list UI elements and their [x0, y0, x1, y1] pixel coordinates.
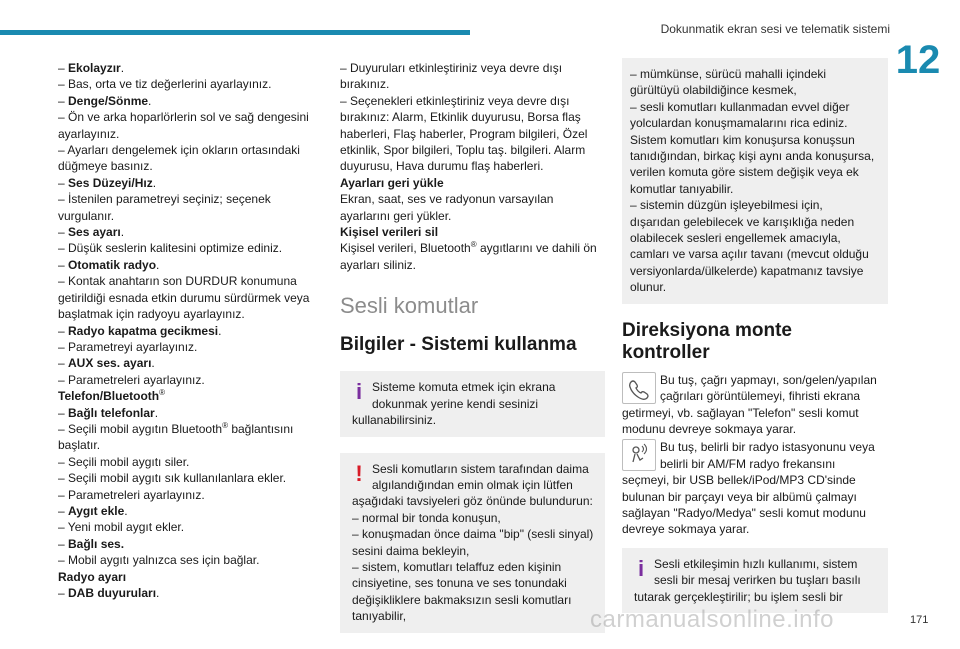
text-line: Sisteme komuta etmek için ekrana [372, 380, 556, 395]
text-line: düğmeye basınız. [58, 159, 153, 174]
text-line: – normal bir tonda konuşun, [352, 510, 501, 525]
text-line: bırakınız. [340, 77, 390, 92]
text-line: – Mobil aygıtı yalnızca ses için bağlar. [58, 553, 260, 568]
text-line: dokunmak yerine kendi sesinizi [372, 396, 539, 411]
text-line: bırakınız: Alarm, Etkinlik duyurusu, Borsa flaş [340, 110, 581, 125]
text-line: tanıyabilir, [352, 609, 407, 624]
text-line: başlatmak için radyoyu ayarlayınız. [58, 307, 245, 322]
text-line: çağrıları görüntülemeyi, fihristi ekrana [660, 389, 861, 404]
column-1 [58, 60, 320, 601]
text-line: olabilecek sesleri engellemek amacıyla, [630, 231, 841, 246]
text-line: getirildiği esnada etkin durumu sürdürmek veya [58, 290, 310, 305]
text-line: – Radyo kapatma gecikmesi. [58, 323, 222, 338]
text-line: sesli bir mesaj verirken bu tuşları basılı [654, 573, 861, 588]
text-line: – AUX ses. ayarı. [58, 356, 155, 371]
text-line: Sesli etkileşimin hızlı kullanımı, sistem [654, 556, 858, 571]
info-box-quick [622, 548, 888, 613]
text-line: – Duyuruları etkinleştiriniz veya devre dışı [340, 61, 563, 75]
text-line: – Ses ayarı. [58, 225, 125, 240]
control-voice-text-cont [622, 472, 888, 538]
text-line: olunur. [630, 280, 667, 295]
text-line: duyurusu, Hava durumu flaş haberleri. [340, 159, 544, 174]
text-line: ayarlarını geri yükler. [340, 208, 452, 223]
text-line: sesini daima bekleyin, [352, 543, 470, 558]
text-line: – Yeni mobil aygıt ekler. [58, 520, 185, 535]
warning-box [340, 453, 605, 633]
text-line: Telefon/Bluetooth® [58, 388, 166, 404]
text-line: – mümkünse, sürücü mahalli içindeki [630, 67, 827, 81]
text-line: versiyonlarda/ülkelerde) kapatmanız tavsiye [630, 263, 864, 278]
text-line: Sistem komutları kim konuşursa konuşsun [630, 132, 855, 147]
info-box-quick-text [634, 556, 880, 589]
text-line: – sistem, komutları telaffuz eden kişinin [352, 559, 562, 574]
info-box-voice-text-cont [352, 412, 597, 428]
text-line: – Seçili mobil aygıtı siler. [58, 454, 190, 469]
section-title: Sesli komutlar [340, 293, 479, 319]
control-phone-text-cont [622, 405, 888, 438]
text-line: – Bas, orta ve tiz değerlerini ayarlayınız. [58, 77, 272, 92]
text-line: – Bağlı telefonlar. [58, 405, 159, 420]
page-number: 171 [910, 614, 929, 626]
text-line: – Parametreleri ayarlayınız. [58, 372, 205, 387]
text-line: tutarak gerçekleştirilir; bu işlem sesli bir [634, 589, 843, 604]
text-line: – Seçili mobil aygıtın Bluetooth® bağlantısını [58, 420, 294, 436]
text-line: devreye sokmaya yarar. [622, 522, 750, 537]
text-line: Kişisel verileri, Bluetooth® aygıtlarını ve dahili ön [340, 240, 597, 256]
warning-box-continued-text [630, 66, 880, 296]
text-line: – Bağlı ses. [58, 536, 125, 551]
text-line: algılandığından emin olmak için lütfen [372, 477, 573, 492]
info-box-voice-text [352, 379, 597, 412]
column-1-text [58, 60, 320, 601]
text-line: – Düşük seslerin kalitesini optimize ediniz. [58, 241, 283, 256]
text-line: – Denge/Sönme. [58, 93, 152, 108]
text-line: – Ön ve arka hoparlörlerin sol ve sağ dengesini [58, 110, 309, 125]
text-line: kullanabilirsiniz. [352, 413, 437, 428]
text-line: Radyo ayarı [58, 569, 127, 584]
column-3 [622, 56, 888, 629]
text-line: aşağıdaki tavsiyeleri göz önünde bulundurun: [352, 494, 593, 509]
control-phone [622, 372, 888, 438]
text-line: haberleri, Flaş haberler, Program bilgileri, Özel [340, 126, 588, 141]
phone-voice-icon [622, 372, 656, 404]
text-line: cinsiyetine, ses tonuna ve ses tonundaki [352, 576, 567, 591]
text-line: ayarları siliniz. [340, 257, 417, 272]
text-line: Bu tuş, belirli bir radyo istasyonunu veya [660, 440, 875, 455]
control-voice-text [622, 439, 888, 472]
subsection-title: Bilgiler - Sistemi kullanma [340, 334, 577, 356]
text-line: bulunan bir parçayı veya bir albümü çalmayı [622, 489, 857, 504]
text-line: – Kontak anahtarın son DURDUR konumuna [58, 274, 297, 289]
text-line: – İstenilen parametreyi seçiniz; seçenek [58, 192, 271, 207]
text-line: Bu tuş, çağrı yapmayı, son/gelen/yapılan [660, 372, 877, 387]
text-line: dışarıdan gelebilecek ve karışıklığa neden [630, 214, 855, 229]
text-line: – konuşmadan önce daima "bip" (sesli sinyal) [352, 527, 594, 542]
warning-icon: ! [355, 460, 363, 486]
text-line: değişikliklere bakmaksızın sesli komutları [352, 592, 572, 607]
text-line: modunu devreye sokmaya yarar. [622, 421, 797, 436]
info-icon: i [637, 555, 645, 581]
text-line: Ayarları geri yükle [340, 175, 444, 190]
text-line: – Parametreleri ayarlayınız. [58, 487, 205, 502]
control-phone-text [622, 372, 888, 405]
text-line: Sesli komutların sistem tarafından daima [372, 461, 589, 476]
text-line: – DAB duyuruları. [58, 586, 160, 600]
text-line: Ekran, saat, ses ve radyonun varsayılan [340, 192, 554, 207]
text-line: – Ekolayzır. [58, 61, 125, 75]
text-line: sağlayan "Radyo/Medya" sesli komut modunu [622, 505, 866, 520]
text-line: yolculardan konuşmamalarını rica ediniz. [630, 116, 848, 131]
text-line: – sesli komutları kullanmadan evvel diğer [630, 99, 850, 114]
text-line: – Ayarları dengelemek için okların ortasındaki [58, 143, 300, 158]
text-line: vurgulanır. [58, 208, 115, 223]
info-box-quick-text-cont [634, 589, 880, 605]
text-line: camları ve varsa açılır tavanı (mevcut olduğu [630, 247, 869, 262]
text-line: etkinlik, Spor bilgileri, Toplu taş. bilgileri. Alarm [340, 143, 586, 158]
text-line: – Seçili mobil aygıtı sık kullanılanlara ekler. [58, 471, 287, 486]
text-line: gürültüyü olabildiğince kesmek, [630, 83, 797, 98]
text-line: seçmeyi, bir USB bellek/iPod/MP3 CD'sinde [622, 473, 856, 488]
text-line: – Parametreyi ayarlayınız. [58, 339, 198, 354]
warning-box-text [352, 461, 597, 494]
text-line: başlatır. [58, 438, 101, 453]
text-line: belirli bir AM/FM radyo frekansını [660, 456, 836, 471]
voice-command-icon [622, 439, 656, 471]
text-line: – sistemin düzgün işleyebilmesi için, [630, 198, 823, 213]
info-icon: i [355, 379, 363, 405]
info-box-voice [340, 371, 605, 436]
text-line: getirmeyi, vb. sağlayan "Telefon" sesli komut [622, 405, 859, 420]
watermark: carmanualsonline.info [590, 606, 834, 633]
text-line: – Otomatik radyo. [58, 257, 160, 272]
text-line: tanıdığından, birkaç kişi aynı anda konuşursa, [630, 149, 875, 164]
text-line: – Ses Düzeyi/Hız. [58, 175, 157, 190]
page-header-title: Dokunmatik ekran sesi ve telematik sistemi [660, 22, 890, 36]
warning-box-text-cont [352, 493, 597, 624]
column-2 [340, 60, 605, 649]
text-line: Kişisel verileri sil [340, 225, 439, 240]
steering-controls-title: Direksiyona monte kontroller [622, 319, 792, 363]
chapter-number: 12 [895, 38, 941, 82]
header-accent-bar [0, 30, 470, 35]
text-line: verilen komuta göre sistem değişik veya ek [630, 165, 859, 180]
text-line: ayarlayınız. [58, 126, 120, 141]
column-2-text [340, 60, 605, 273]
text-line: – Seçenekleri etkinleştiriniz veya devre dışı [340, 93, 570, 108]
text-line: – Aygıt ekle. [58, 503, 128, 518]
control-voice [622, 439, 888, 537]
text-line: komutlar tanıyabilir. [630, 181, 734, 196]
warning-box-continued [622, 58, 888, 304]
